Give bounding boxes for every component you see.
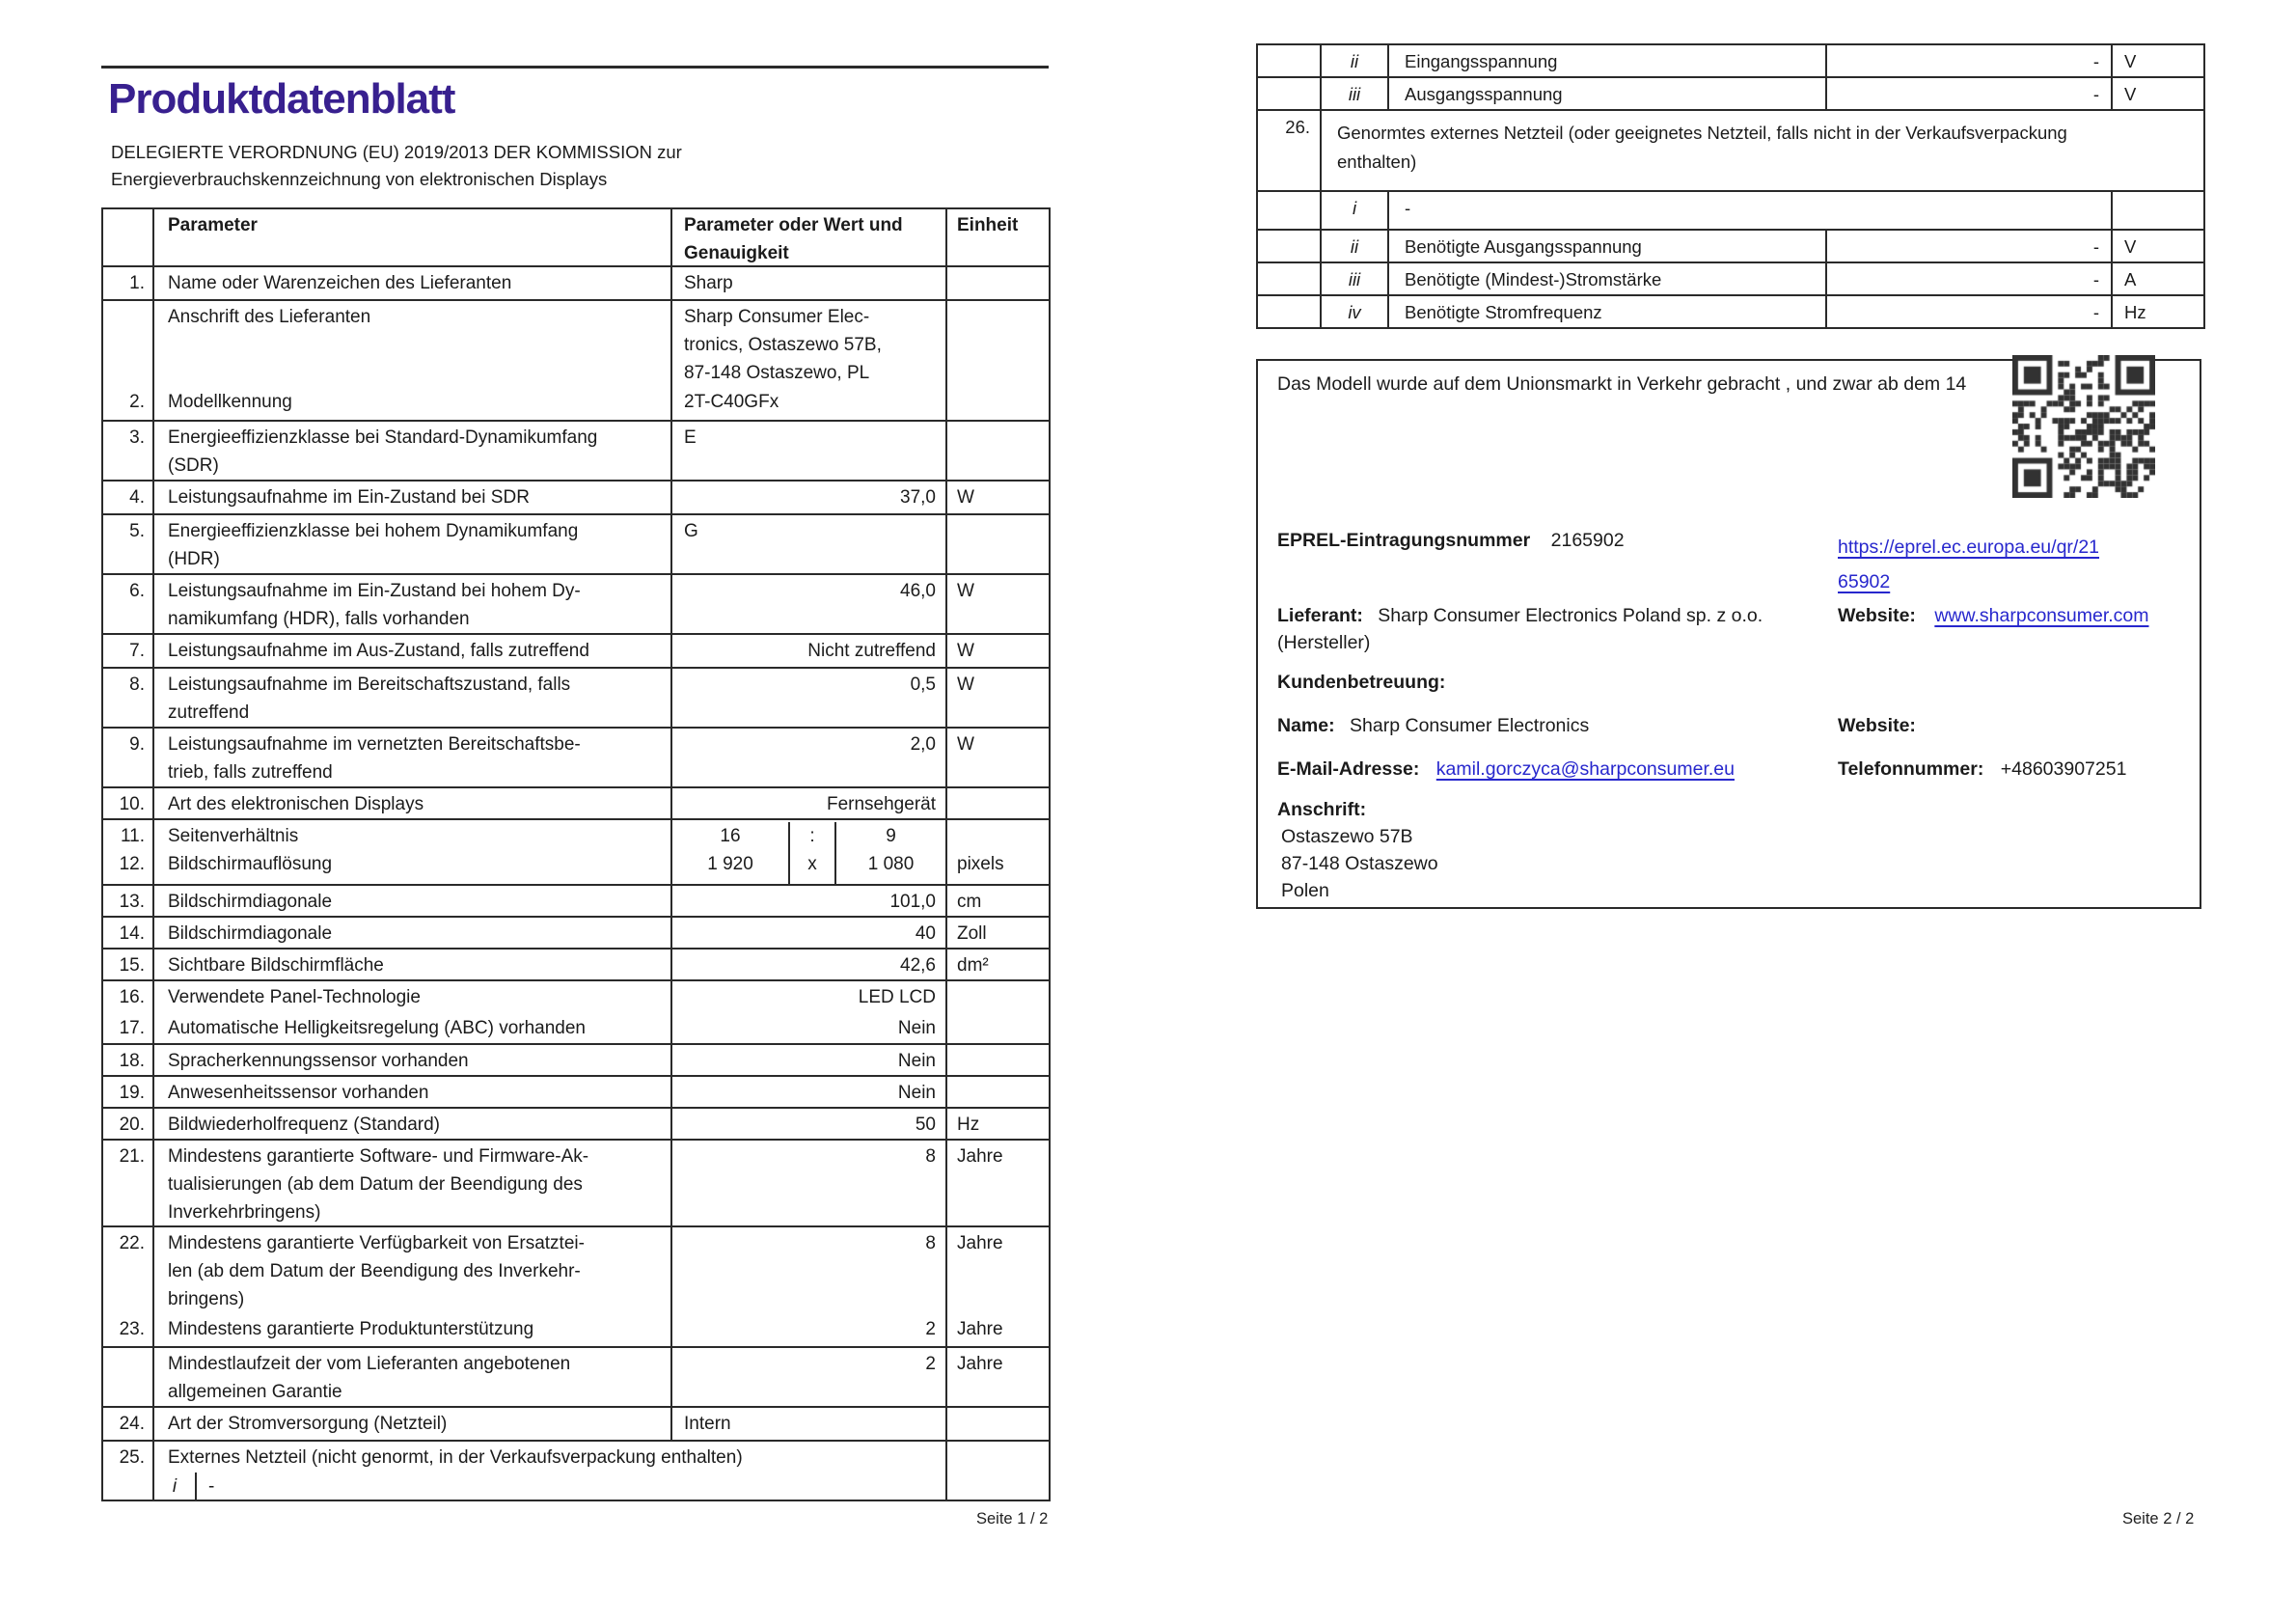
row-value-cell xyxy=(672,1077,947,1107)
page-title: Produktdatenblatt xyxy=(108,75,455,123)
row-parameter: Benötigte (Mindest-)Stromstärke xyxy=(1389,263,1827,294)
cell-line: Mindestlaufzeit der vom Lieferanten angebotenen xyxy=(168,1354,571,1374)
row-number: 13. xyxy=(103,886,154,916)
cell-line: Art des elektronischen Displays xyxy=(168,794,424,814)
cell-line: Parameter oder Wert und xyxy=(684,215,903,235)
cell-line: trieb, falls zutreffend xyxy=(168,762,333,783)
supplier-info-box xyxy=(1256,359,2201,909)
row-number: 21. xyxy=(103,1141,154,1225)
row-unit: Zoll xyxy=(957,923,987,944)
cell-line: Leistungsaufnahme im Aus-Zustand, falls zutreffend xyxy=(168,641,589,661)
cell-line xyxy=(957,822,1049,850)
row-number: 23. xyxy=(103,1313,154,1346)
cell-line: Genauigkeit xyxy=(684,243,789,263)
website2-label: Website: xyxy=(1838,715,1916,736)
row-value: Sharp xyxy=(684,273,733,293)
row-parameter xyxy=(154,267,672,299)
support-label: Kundenbetreuung: xyxy=(1277,672,1446,693)
row-number: 1. xyxy=(103,267,154,299)
row-value-cell xyxy=(672,422,947,480)
row-parameter xyxy=(154,482,672,513)
table-row xyxy=(103,918,1049,950)
row-parameter xyxy=(154,515,672,573)
row-value-cell xyxy=(672,1348,947,1406)
row-parameter: Benötigte Ausgangsspannung xyxy=(1389,231,1827,261)
qr-code-icon xyxy=(2012,355,2155,498)
table-row xyxy=(1258,263,2203,296)
row-unit xyxy=(947,1012,1049,1043)
row-number: 25. xyxy=(103,1442,154,1473)
row-value: 8 xyxy=(925,1146,936,1167)
row25-subrow xyxy=(103,1473,1049,1500)
row-value-cell xyxy=(672,820,947,884)
row-unit: V xyxy=(2124,236,2137,257)
row25-main xyxy=(103,1442,1049,1473)
row-number: 20. xyxy=(103,1109,154,1139)
row25-text: Externes Netzteil (nicht genormt, in der Verkaufsverpackung enthalten) xyxy=(154,1442,947,1473)
row-value: 50 xyxy=(915,1115,936,1135)
cell-line: Anwesenheitssensor vorhanden xyxy=(168,1083,429,1103)
cell-line: Art der Stromversorgung (Netzteil) xyxy=(168,1414,448,1434)
row-parameter xyxy=(154,1045,672,1075)
row-parameter: - xyxy=(1389,192,2113,229)
row-value: Intern xyxy=(684,1414,731,1434)
row-roman: iii xyxy=(1322,263,1389,294)
row-parameter: Benötigte Stromfrequenz xyxy=(1389,296,1827,327)
row-number: 18. xyxy=(103,1045,154,1075)
row-number xyxy=(1258,296,1322,327)
row-value: 2 xyxy=(925,1319,936,1339)
row-value: - xyxy=(1827,45,2113,76)
row-value: Nein xyxy=(897,1051,936,1071)
cell-line: Automatische Helligkeitsregelung (ABC) vorhanden xyxy=(168,1018,587,1038)
eprel-number-row xyxy=(1277,530,1625,552)
cell-line: x xyxy=(807,854,817,874)
row-number: 8. xyxy=(103,669,154,727)
table-row xyxy=(103,267,1049,301)
row-number: 17. xyxy=(103,1012,154,1043)
eprel-link-line2[interactable]: 65902 xyxy=(1838,571,1891,592)
phone-label: Telefonnummer: xyxy=(1838,758,1984,780)
row-value: 42,6 xyxy=(900,955,936,976)
row-unit xyxy=(2113,192,2203,229)
cell-line: Verwendete Panel-Technologie xyxy=(168,987,421,1007)
row-unit xyxy=(947,1473,1049,1500)
table-row xyxy=(103,669,1049,729)
row-unit: Hz xyxy=(957,1115,980,1135)
row-unit: Jahre xyxy=(957,1319,1003,1339)
row-parameter xyxy=(154,729,672,786)
cell-line: len (ab dem Datum der Beendigung des Inverkehr- xyxy=(168,1261,581,1281)
eprel-label: EPREL-Eintragungsnummer xyxy=(1277,530,1531,551)
row25-sub-value: - xyxy=(197,1473,947,1500)
cell-line: tualisierungen (ab dem Datum der Beendigung des xyxy=(168,1174,583,1195)
row-value-cell xyxy=(672,1012,947,1043)
supplier-value-line2: (Hersteller) xyxy=(1277,632,1371,653)
row-unit xyxy=(947,267,1049,299)
cell-line: Bildschirmdiagonale xyxy=(168,892,333,912)
table-row xyxy=(103,950,1049,981)
table-row xyxy=(103,1045,1049,1077)
row-value-cell xyxy=(672,482,947,513)
cell-line: 1 920 xyxy=(707,854,753,874)
cell-line: allgemeinen Garantie xyxy=(168,1382,342,1402)
row-value-cell xyxy=(672,1408,947,1440)
row-value-cell xyxy=(672,1141,947,1225)
row-unit: W xyxy=(957,487,974,508)
row-unit: W xyxy=(957,581,974,601)
row-parameter xyxy=(154,918,672,948)
table-header-row xyxy=(103,209,1049,267)
row-value: - xyxy=(1827,296,2113,327)
support-name-row xyxy=(1277,715,1589,737)
row-roman: iv xyxy=(1322,296,1389,327)
table-row-26-header xyxy=(1258,111,2203,192)
row-unit: W xyxy=(957,674,974,695)
header-param-cell: Parameter xyxy=(154,209,672,265)
table-subrow xyxy=(103,981,1049,1012)
roman-cell: i xyxy=(154,1473,197,1500)
row-number: 15. xyxy=(103,950,154,979)
row-value-cell xyxy=(672,1045,947,1075)
market-placement-note: Das Modell wurde auf dem Unionsmarkt in Verkehr gebracht , und zwar ab dem 14 xyxy=(1277,373,1967,395)
row-number: 3. xyxy=(103,422,154,480)
row-parameter xyxy=(154,1141,672,1225)
row-number xyxy=(103,301,154,420)
row-roman: ii xyxy=(1322,45,1389,76)
cell-line: Mindestens garantierte Produktunterstützung xyxy=(168,1319,534,1339)
row-number: 6. xyxy=(103,575,154,633)
row-unit xyxy=(947,301,1049,420)
row-parameter xyxy=(154,886,672,916)
website-row xyxy=(1838,605,2149,627)
parameter-table-page2 xyxy=(1256,43,2205,329)
row-value-cell xyxy=(672,886,947,916)
cell-line: 12. xyxy=(119,854,145,874)
row-unit xyxy=(947,1045,1049,1075)
row-parameter xyxy=(154,1227,672,1313)
row-unit: Jahre xyxy=(957,1233,1003,1253)
row-number xyxy=(1258,45,1322,76)
table-row-ratio xyxy=(103,820,1049,886)
row-parameter xyxy=(154,981,672,1012)
cell-line: Energieeffizienzklasse bei Standard-Dynamikumfang xyxy=(168,427,598,448)
page1-footer: Seite 1 / 2 xyxy=(976,1510,1049,1528)
row-parameter xyxy=(154,1012,672,1043)
table-row xyxy=(103,1077,1049,1109)
row-value: Nein xyxy=(897,1018,936,1038)
row-number xyxy=(1258,192,1322,229)
cell-line: (SDR) xyxy=(168,455,219,476)
row-number: 5. xyxy=(103,515,154,573)
email-label: E-Mail-Adresse: xyxy=(1277,758,1420,780)
row-unit xyxy=(947,820,1049,884)
supplier-row xyxy=(1277,605,1763,627)
row-parameter: Ausgangsspannung xyxy=(1389,78,1827,109)
row-unit: cm xyxy=(957,892,982,912)
row-parameter xyxy=(154,950,672,979)
eprel-value: 2165902 xyxy=(1550,530,1625,551)
cell-line: Leistungsaufnahme im Bereitschaftszustand, falls xyxy=(168,674,571,695)
row-unit xyxy=(947,1077,1049,1107)
supplier-label: Lieferant: xyxy=(1277,605,1363,626)
row-number xyxy=(103,1348,154,1406)
website-label: Website: xyxy=(1838,605,1916,626)
cell-line: Mindestens garantierte Verfügbarkeit von Ersatztei- xyxy=(168,1233,585,1253)
row-unit: dm² xyxy=(957,955,989,976)
cell-line: namikumfang (HDR), falls vorhanden xyxy=(168,609,470,629)
row-number: 14. xyxy=(103,918,154,948)
table-row xyxy=(103,422,1049,482)
row-roman: iii xyxy=(1322,78,1389,109)
cell-line: Genormtes externes Netzteil (oder geeignetes Netzteil, falls nicht in der Verkaufsverpackung xyxy=(1337,123,2067,143)
row-number: 9. xyxy=(103,729,154,786)
row-roman: ii xyxy=(1322,231,1389,261)
table-subrow xyxy=(103,1313,1049,1346)
row-value-cell xyxy=(672,635,947,667)
value-model: 2T-C40GFx xyxy=(684,392,779,412)
table-row xyxy=(103,788,1049,820)
row-number: 10. xyxy=(103,788,154,818)
row-value-cell xyxy=(672,669,947,727)
row-value: - xyxy=(1827,263,2113,294)
name-label: Name: xyxy=(1277,715,1335,736)
row-unit xyxy=(947,788,1049,818)
cell-line: enthalten) xyxy=(1337,151,1417,172)
phone-value: +48603907251 xyxy=(2000,758,2127,780)
row-value-cell xyxy=(672,788,947,818)
row-value-cell xyxy=(672,729,947,786)
row-number xyxy=(1258,78,1322,109)
table-row xyxy=(1258,192,2203,231)
cell-line: : xyxy=(809,826,815,846)
row-number: 7. xyxy=(103,635,154,667)
table-subrow xyxy=(103,1227,1049,1313)
row-parameter xyxy=(154,788,672,818)
row-value: 0,5 xyxy=(910,674,936,695)
cell-line: bringens) xyxy=(168,1289,245,1309)
row-value: 37,0 xyxy=(900,487,936,508)
row-unit: Jahre xyxy=(957,1354,1003,1374)
email-link[interactable]: kamil.gorczyca@sharpconsumer.eu xyxy=(1435,758,1735,780)
cell-line: Sharp Consumer Elec- xyxy=(684,307,870,327)
row-unit: W xyxy=(957,734,974,755)
table-row xyxy=(103,482,1049,515)
table-row-group xyxy=(103,981,1049,1045)
cell-line: Energieeffizienzklasse bei hohem Dynamikumfang xyxy=(168,521,579,541)
row-roman: i xyxy=(1322,192,1389,229)
cell-line: Inverkehrbringens) xyxy=(168,1202,321,1223)
table-row xyxy=(103,1348,1049,1408)
row-unit: Hz xyxy=(2124,302,2146,322)
row-parameter xyxy=(154,669,672,727)
table-row xyxy=(103,515,1049,575)
table-row xyxy=(103,1109,1049,1141)
row-parameter xyxy=(154,301,672,420)
row-value: 40 xyxy=(915,923,936,944)
row-value: G xyxy=(684,521,698,541)
cell-line: Bildschirmauflösung xyxy=(168,854,333,874)
row-number xyxy=(103,820,154,884)
eprel-link[interactable] xyxy=(1838,530,2099,599)
row-unit: W xyxy=(957,641,974,661)
cell-line: Mindestens garantierte Software- und Firmware-Ak- xyxy=(168,1146,589,1167)
row-unit xyxy=(947,981,1049,1012)
table-row xyxy=(103,886,1049,918)
row-parameter xyxy=(154,1313,672,1346)
row-value: - xyxy=(1827,231,2113,261)
email-row xyxy=(1277,758,1735,781)
row-value-cell xyxy=(672,1313,947,1346)
row-parameter xyxy=(154,1109,672,1139)
row-value: LED LCD xyxy=(858,987,936,1007)
table-row xyxy=(1258,231,2203,263)
cell-line: 16 xyxy=(720,826,741,846)
cell-line: tronics, Ostaszewo 57B, xyxy=(684,335,882,355)
cell-line: Leistungsaufnahme im Ein-Zustand bei hohem Dy- xyxy=(168,581,581,601)
row-value: 2,0 xyxy=(910,734,936,755)
row-number: 24. xyxy=(103,1408,154,1440)
cell-line: Spracherkennungssensor vorhanden xyxy=(168,1051,469,1071)
row-value: - xyxy=(1827,78,2113,109)
header-num-cell xyxy=(103,209,154,265)
row-number: 19. xyxy=(103,1077,154,1107)
row-number: 4. xyxy=(103,482,154,513)
row-value: Fernsehgerät xyxy=(826,794,936,814)
row-value-cell xyxy=(672,950,947,979)
page2-footer: Seite 2 / 2 xyxy=(2122,1510,2195,1528)
row-value-cell xyxy=(672,981,947,1012)
row-value: 2 xyxy=(925,1354,936,1374)
row-unit xyxy=(947,422,1049,480)
row-parameter xyxy=(154,1077,672,1107)
row-unit: A xyxy=(2124,269,2137,289)
row-parameter xyxy=(154,820,672,884)
table-row xyxy=(1258,296,2203,329)
ratio-left xyxy=(672,822,788,884)
row-value: 46,0 xyxy=(900,581,936,601)
title-rule xyxy=(101,66,1049,69)
subtitle-line2: Energieverbrauchskennzeichnung von elektronischen Displays xyxy=(111,169,608,189)
table-row xyxy=(1258,78,2203,111)
row-parameter xyxy=(154,422,672,480)
row-value-cell xyxy=(672,267,947,299)
row-number xyxy=(1258,263,1322,294)
cell-line: Name oder Warenzeichen des Lieferanten xyxy=(168,273,512,293)
row-number xyxy=(1258,231,1322,261)
row-number: 22. xyxy=(103,1227,154,1313)
table-row xyxy=(1258,45,2203,78)
header-value-cell xyxy=(672,209,947,265)
cell-line: zutreffend xyxy=(168,702,250,723)
row-value-cell xyxy=(672,1109,947,1139)
ratio-right xyxy=(836,822,945,884)
row-unit xyxy=(947,515,1049,573)
row-value: Nicht zutreffend xyxy=(807,641,936,661)
cell-line: Leistungsaufnahme im vernetzten Bereitschaftsbe- xyxy=(168,734,581,755)
row-value-cell xyxy=(672,1227,947,1313)
param-top: Anschrift des Lieferanten xyxy=(168,307,371,327)
header-unit-cell: Einheit xyxy=(957,215,1019,235)
table-row-model xyxy=(103,301,1049,422)
row-number: 16. xyxy=(103,981,154,1012)
parameter-table-page1 xyxy=(101,207,1051,1501)
table-row xyxy=(103,1408,1049,1442)
cell-line: (HDR) xyxy=(168,549,220,569)
row-unit: V xyxy=(2124,84,2137,104)
cell-line: 9 xyxy=(886,826,896,846)
row-value: 101,0 xyxy=(889,892,936,912)
cell-line: Leistungsaufnahme im Ein-Zustand bei SDR xyxy=(168,487,530,508)
table-row-25 xyxy=(103,1442,1049,1501)
table-row xyxy=(103,1141,1049,1227)
table-row xyxy=(103,575,1049,635)
cell-line: 87-148 Ostaszewo, PL xyxy=(684,363,870,383)
row26-text xyxy=(1322,111,2203,190)
row-value: Nein xyxy=(897,1083,936,1103)
cell-line: 1 080 xyxy=(867,854,915,874)
phone-row xyxy=(1838,758,2126,781)
cell-line: 11. xyxy=(120,826,145,846)
ratio-separator xyxy=(788,822,836,884)
address-line1: Ostaszewo 57B xyxy=(1281,826,1413,847)
cell-line: Bildschirmdiagonale xyxy=(168,923,333,944)
supplier-value: Sharp Consumer Electronics Poland sp. z o.o. xyxy=(1378,605,1763,626)
name-value: Sharp Consumer Electronics xyxy=(1350,715,1590,736)
row-number: 26. xyxy=(1258,111,1322,190)
table-row xyxy=(103,729,1049,788)
row-value-cell xyxy=(672,575,947,633)
value-address xyxy=(672,303,945,387)
row-parameter xyxy=(154,635,672,667)
cell-line: Bildwiederholfrequenz (Standard) xyxy=(168,1115,440,1135)
row-number-text: 2. xyxy=(129,392,145,412)
row-number xyxy=(103,1473,154,1500)
cell-line: Seitenverhältnis xyxy=(168,826,299,846)
row-unit: V xyxy=(2124,51,2137,71)
table-row xyxy=(103,635,1049,669)
row-parameter xyxy=(154,1408,672,1440)
cell-line: Sichtbare Bildschirmfläche xyxy=(168,955,384,976)
param-bottom: Modellkennung xyxy=(168,392,292,412)
row-value: E xyxy=(684,427,697,448)
row-value-cell xyxy=(672,515,947,573)
row-parameter xyxy=(154,1348,672,1406)
row-value-cell xyxy=(672,918,947,948)
address-label: Anschrift: xyxy=(1277,799,1367,820)
address-line2: 87-148 Ostaszewo xyxy=(1281,853,1438,874)
cell-line: pixels xyxy=(957,854,1004,874)
subtitle-line1: DELEGIERTE VERORDNUNG (EU) 2019/2013 DER KOMMISSION zur xyxy=(111,142,682,162)
row-value-cell xyxy=(672,301,947,420)
row-parameter xyxy=(154,575,672,633)
row-unit xyxy=(947,1408,1049,1440)
eprel-link-line1[interactable]: https://eprel.ec.europa.eu/qr/21 xyxy=(1838,537,2100,558)
row-unit xyxy=(947,1442,1049,1473)
address-line3: Polen xyxy=(1281,880,1329,901)
table-subrow xyxy=(103,1012,1049,1043)
row-value: 8 xyxy=(925,1233,936,1253)
website-link[interactable]: www.sharpconsumer.com xyxy=(1934,605,2149,626)
row-parameter: Eingangsspannung xyxy=(1389,45,1827,76)
table-row-group xyxy=(103,1227,1049,1348)
row-unit: Jahre xyxy=(957,1146,1003,1167)
